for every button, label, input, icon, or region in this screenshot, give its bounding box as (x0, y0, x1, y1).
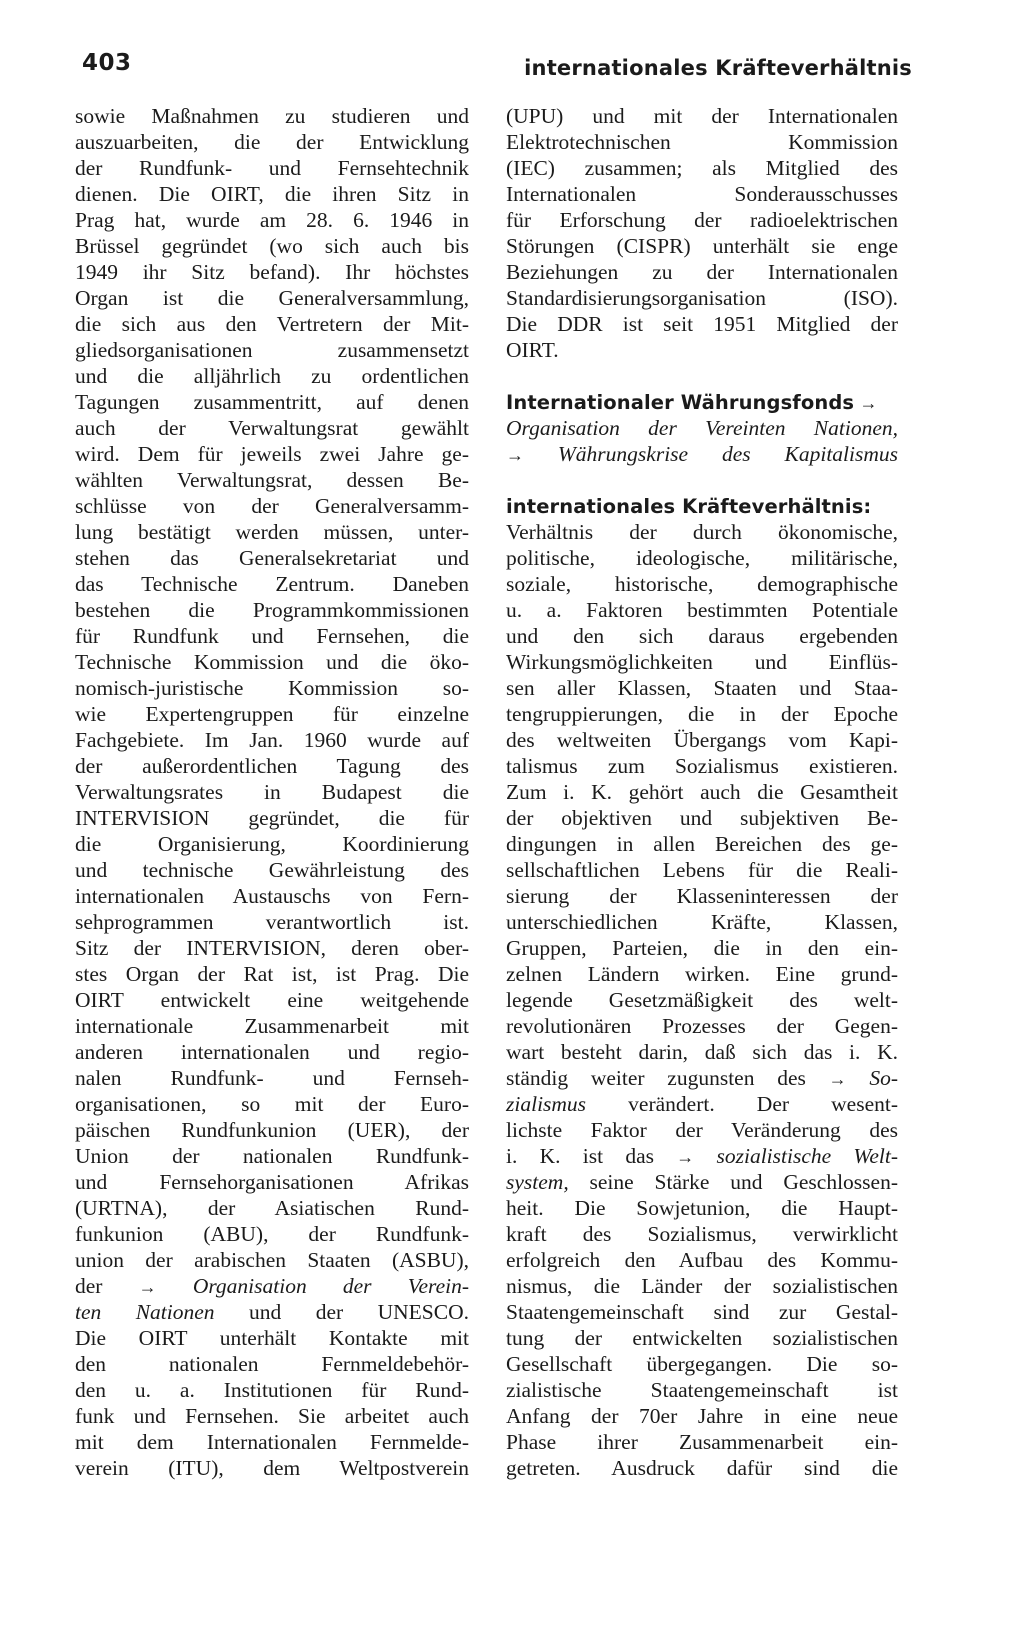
text-line: sellschaftlichen Lebens für die Reali- (506, 858, 898, 882)
text-line: sierung der Klasseninteressen der (506, 884, 898, 908)
entry-headword-line (506, 493, 898, 519)
text-line: Organ ist die Generalversammlung, (75, 286, 469, 310)
text-line: verein (ITU), dem Weltpostverein (75, 1456, 469, 1480)
text-line: zialistische Staatengemeinschaft ist (506, 1378, 898, 1402)
text-line: die sich aus den Vertretern der Mit- (75, 312, 469, 336)
xref-line-organisation-2 (75, 1299, 469, 1325)
text-line: OIRT entwickelt eine weitgehende (75, 988, 469, 1012)
running-head: internationales Kräfteverhältnis (524, 56, 912, 80)
text-line: Sitz der INTERVISION, deren ober- (75, 936, 469, 960)
text-line: (IEC) zusammen; als Mitglied des (506, 156, 898, 180)
headword-waehrungsfonds: Internationaler Währungsfonds (506, 391, 855, 414)
text-line: wie Expertengruppen für einzelne (75, 702, 469, 726)
text-line: Anfang der 70er Jahre in eine neue (506, 1404, 898, 1428)
text-line: dingungen in allen Bereichen des ge- (506, 832, 898, 856)
text-line: Elektrotechnischen Kommission (506, 130, 898, 154)
text-line: Technische Kommission und die öko- (75, 650, 469, 674)
text-line: sen aller Klassen, Staaten und Staa- (506, 676, 898, 700)
text-line: stes Organ der Rat ist, ist Prag. Die (75, 962, 469, 986)
text-line: Störungen (CISPR) unterhält sie enge (506, 234, 898, 258)
text-line: und technische Gewährleistung des (75, 858, 469, 882)
entry-headword-line (506, 389, 898, 415)
text-line: Tagungen zusammentritt, auf denen (75, 390, 469, 414)
xref-organisation-line2[interactable]: ten Nationen (75, 1300, 215, 1324)
xref-arrow-icon: → (506, 445, 524, 465)
text-line: das Technische Zentrum. Daneben (75, 572, 469, 596)
text-line: Internationalen Sonderausschusses (506, 182, 898, 206)
text-line: und Fernsehorganisationen Afrikas (75, 1170, 469, 1194)
entry-body-a (506, 519, 898, 1065)
text-line: auch der Verwaltungsrat gewählt (75, 416, 469, 440)
text-line: INTERVISION gegründet, die für (75, 806, 469, 830)
xref-line-sozialismus-2 (506, 1091, 898, 1117)
text-line: auszuarbeiten, die der Entwicklung (75, 130, 469, 154)
xref-suffix: und der UNESCO. (214, 1300, 469, 1324)
xref-line-sozialismus (506, 1065, 898, 1091)
xref-weltsystem-2[interactable]: system, (506, 1170, 569, 1194)
text-line: lichste Faktor der Veränderung des (506, 1118, 898, 1142)
left-column (75, 103, 469, 1481)
text-line: stehen das Generalsekretariat und (75, 546, 469, 570)
xref-before: ständig weiter zugunsten des (506, 1066, 806, 1090)
xref-waehrungskrise[interactable]: Währungskrise des Kapitalismus (557, 442, 899, 466)
text-line: OIRT. (506, 338, 559, 362)
text-line: Phase ihrer Zusammenarbeit ein- (506, 1430, 898, 1454)
text-line: der objektiven und subjektiven Be- (506, 806, 898, 830)
text-line: Zum i. K. gehört auch die Gesamtheit (506, 780, 898, 804)
xref-arrow-icon: → (138, 1277, 157, 1297)
text-line: soziale, historische, demographische (506, 572, 898, 596)
text-line: der Rundfunk- und Fernsehtechnik (75, 156, 469, 180)
text-line: u. a. Faktoren bestimmten Potentiale (506, 598, 898, 622)
text-line: heit. Die Sowjetunion, die Haupt- (506, 1196, 898, 1220)
xref-line (506, 415, 898, 441)
text-line: sehprogrammen verantwortlich ist. (75, 910, 469, 934)
xref-organisation-vn[interactable]: Organisation der Vereinten Nationen, (506, 416, 898, 440)
text-line: Beziehungen zu der Internationalen (506, 260, 898, 284)
text-line: schlüsse von der Generalversamm- (75, 494, 469, 518)
text-line: den u. a. Institutionen für Rund- (75, 1378, 469, 1402)
text-line: des weltweiten Übergangs vom Kapi- (506, 728, 898, 752)
xref-sozialismus-2[interactable]: zialismus (506, 1092, 587, 1116)
text-line: unterschiedlichen Kräfte, Klassen, (506, 910, 898, 934)
text-line: internationalen Austauschs von Fern- (75, 884, 469, 908)
xref-organisation-line1[interactable]: Organisation der Verein- (192, 1274, 470, 1298)
xref-arrow-icon: → (828, 1069, 847, 1089)
text-line: talismus zum Sozialismus existieren. (506, 754, 898, 778)
text-line: bestehen die Programmkommissionen (75, 598, 469, 622)
text-line: und die alljährlich zu ordentlichen (75, 364, 469, 388)
text-line: legende Gesetzmäßigkeit des welt- (506, 988, 898, 1012)
text-line: gliedsorganisationen zusammensetzt (75, 338, 469, 362)
text-line: funkunion (ABU), der Rundfunk- (75, 1222, 469, 1246)
xref-arrow-icon: → (859, 393, 878, 413)
xref-arrow-icon: → (676, 1147, 695, 1167)
text-line: der außerordentlichen Tagung des (75, 754, 469, 778)
text-line: Union der nationalen Rundfunk- (75, 1144, 469, 1168)
text-line: mit dem Internationalen Fernmelde- (75, 1430, 469, 1454)
xref-after: seine Stärke und Geschlossen- (568, 1170, 898, 1194)
text-line: Verhältnis der durch ökonomische, (506, 520, 898, 544)
text-line: nalen Rundfunk- und Fernseh- (75, 1066, 469, 1090)
text-line: Staatengemeinschaft sind zur Gestal- (506, 1300, 898, 1324)
text-line: Standardisierungsorganisation (ISO). (506, 286, 898, 310)
xref-sozialismus-1[interactable]: So- (869, 1066, 898, 1090)
text-line: nismus, die Länder der sozialistischen (506, 1274, 898, 1298)
xref-line-weltsystem (506, 1143, 898, 1169)
text-line: dienen. Die OIRT, die ihren Sitz in (75, 182, 469, 206)
text-line: die Organisierung, Koordinierung (75, 832, 469, 856)
left-column-lines (75, 103, 469, 1273)
text-line: Die DDR ist seit 1951 Mitglied der (506, 312, 898, 336)
entry-gap (506, 363, 898, 389)
text-line: päischen Rundfunkunion (UER), der (75, 1118, 469, 1142)
xref-prefix: der (75, 1274, 103, 1298)
text-line: Wirkungsmöglichkeiten und Einflüs- (506, 650, 898, 674)
xref-line-organisation (75, 1273, 469, 1299)
text-line: politische, ideologische, militärische, (506, 546, 898, 570)
right-column-top (506, 103, 898, 363)
text-line: (UPU) und mit der Internationalen (506, 104, 898, 128)
text-line: Prag hat, wurde am 28. 6. 1946 in (75, 208, 469, 232)
text-line: Brüssel gegründet (wo sich auch bis (75, 234, 469, 258)
xref-weltsystem-1[interactable]: sozialistische Welt- (716, 1144, 898, 1168)
text-line: tung der entwickelten sozialistischen (506, 1326, 898, 1350)
text-line: zelnen Ländern wirken. Eine grund- (506, 962, 898, 986)
text-line: anderen internationalen und regio- (75, 1040, 469, 1064)
text-line: organisationen, so mit der Euro- (75, 1092, 469, 1116)
text-line: wart besteht darin, daß sich das i. K. (506, 1040, 898, 1064)
text-line: revolutionären Prozesses der Gegen- (506, 1014, 898, 1038)
text-line: wird. Dem für jeweils zwei Jahre ge- (75, 442, 469, 466)
text-line: erfolgreich den Aufbau des Kommu- (506, 1248, 898, 1272)
text-line: Gesellschaft übergegangen. Die so- (506, 1352, 898, 1376)
headword-kraefteverhaeltnis: internationales Kräfteverhältnis: (506, 495, 872, 518)
text-line: Die OIRT unterhält Kontakte mit (75, 1326, 469, 1350)
text-line: und den sich daraus ergebenden (506, 624, 898, 648)
text-line: Gruppen, Parteien, die in den ein- (506, 936, 898, 960)
text-line: union der arabischen Staaten (ASBU), (75, 1248, 469, 1272)
text-line: den nationalen Fernmeldebehör- (75, 1352, 469, 1376)
left-column-tail (75, 1325, 469, 1481)
text-line: für Erforschung der radioelektrischen (506, 208, 898, 232)
text-line: wählten Verwaltungsrat, dessen Be- (75, 468, 469, 492)
right-column (506, 103, 898, 1481)
xref-before: i. K. ist das (506, 1144, 654, 1168)
page-number: 403 (82, 50, 132, 76)
text-line: tengruppierungen, die in der Epoche (506, 702, 898, 726)
text-line: nomisch-juristische Kommission so- (75, 676, 469, 700)
text-line: lung bestätigt werden müssen, unter- (75, 520, 469, 544)
text-line: (URTNA), der Asiatischen Rund- (75, 1196, 469, 1220)
xref-line (506, 441, 898, 467)
text-line: 1949 ihr Sitz befand). Ihr höchstes (75, 260, 469, 284)
text-line: Verwaltungsrates in Budapest die (75, 780, 469, 804)
text-line: sowie Maßnahmen zu studieren und (75, 104, 469, 128)
text-line: getreten. Ausdruck dafür sind die (506, 1456, 898, 1480)
text-line: für Rundfunk und Fernsehen, die (75, 624, 469, 648)
entry-gap (506, 467, 898, 493)
text-line: funk und Fernsehen. Sie arbeitet auch (75, 1404, 469, 1428)
text-line: internationale Zusammenarbeit mit (75, 1014, 469, 1038)
text-line: kraft des Sozialismus, verwirklicht (506, 1222, 898, 1246)
xref-after: verändert. Der wesent- (586, 1092, 898, 1116)
text-line: Fachgebiete. Im Jan. 1960 wurde auf (75, 728, 469, 752)
xref-line-weltsystem-2 (506, 1169, 898, 1195)
entry-body-b (506, 1195, 898, 1481)
